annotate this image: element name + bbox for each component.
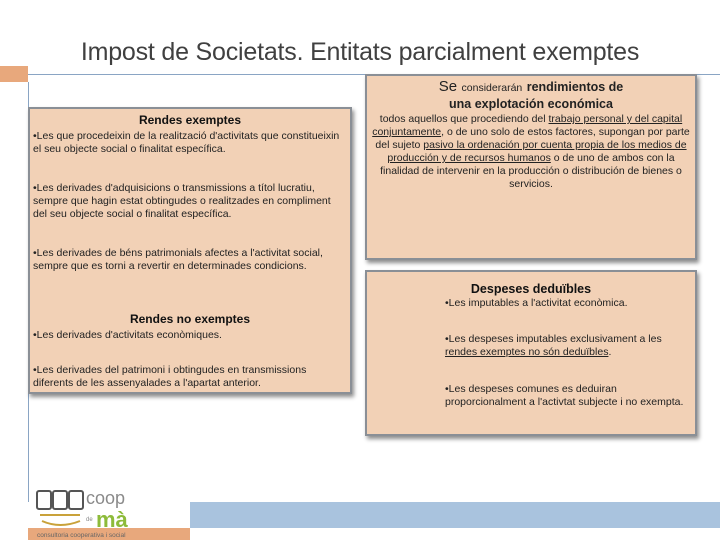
definition-heading-line-2: una explotación económica (449, 97, 613, 111)
deductible-item-3: •Les despeses comunes es deduiran proporcionalment a l'activtat subjecte i no exempta. (445, 383, 684, 408)
logo-mark-icon (37, 491, 83, 525)
definition-heading-line-1 (367, 78, 695, 96)
logo-tagline: consultoria cooperativa i social (37, 532, 126, 539)
definition-underlined-1: trabajo personal y del capital conjuntamente (372, 113, 683, 138)
exempt-item-3: •Les derivades de béns patrimonials afectes a l'activitat social, sempre que es torni a revertir en determinades condicions. (33, 247, 323, 272)
definition-text-part-2: , o de uno solo de estos factores, supongan por parte del sujeto (375, 126, 690, 151)
deductible-item-2-end: . (608, 346, 612, 358)
footer-blue-bar (190, 502, 720, 528)
definition-se-word: Se (438, 78, 458, 95)
deductible-item-1: •Les imputables a l'activitat econòmica. (445, 297, 628, 309)
slide-title: Impost de Societats. Entitats parcialment exemptes (80, 38, 640, 66)
definition-text-part-3: o de uno de ambos con la finalidad de intervenir en la producción o distribución de bienes o servicios. (380, 152, 682, 190)
definition-underlined-2: pasivo la ordenación por cuenta propia de los medios de producción y de recursos humanos (387, 139, 687, 164)
deductible-item-2-text: •Les despeses imputables exclusivament a les (445, 333, 662, 345)
deductible-expenses-heading: Despeses deduïbles (470, 282, 592, 296)
definition-bold-phrase: rendimientos de (526, 80, 624, 94)
deductible-item-2-underlined: rendes exemptes no són deduïbles (445, 346, 609, 358)
logo-word-ma: mà (96, 507, 128, 532)
coop-de-ma-logo (34, 487, 184, 539)
definition-text (371, 113, 691, 191)
economic-activity-definition-box (365, 74, 697, 260)
non-exempt-item-2: •Les derivades del patrimoni i obtingudes en transmissions diferents de les assenyalades a l'apartat anterior. (33, 364, 307, 389)
deductible-expenses-box (365, 270, 697, 436)
deductible-item-2 (445, 333, 689, 359)
exempt-item-2: •Les derivades d'adquisicions o transmissions a títol lucratiu, sempre que hagin estat obtingudes o realitzades en compliment del seu objecte social o finalitat específica. (33, 182, 331, 220)
definition-small-word: considerarán (461, 82, 523, 94)
logo-word-coop: coop (86, 488, 126, 508)
top-accent-bar (0, 66, 28, 82)
logo-word-de: de (86, 517, 93, 523)
non-exempt-income-heading: Rendes no exemptes (129, 312, 251, 326)
non-exempt-item-1: •Les derivades d'activitats econòmiques. (33, 329, 222, 341)
definition-text-part-1: todos aquellos que procediendo del (379, 113, 549, 125)
exempt-income-heading: Rendes exemptes (138, 113, 242, 127)
exempt-item-1: •Les que procedeixin de la realització d'activitats que constitueixin el seu objecte social o finalitat específica. (33, 130, 340, 155)
exempt-income-box (28, 107, 352, 394)
